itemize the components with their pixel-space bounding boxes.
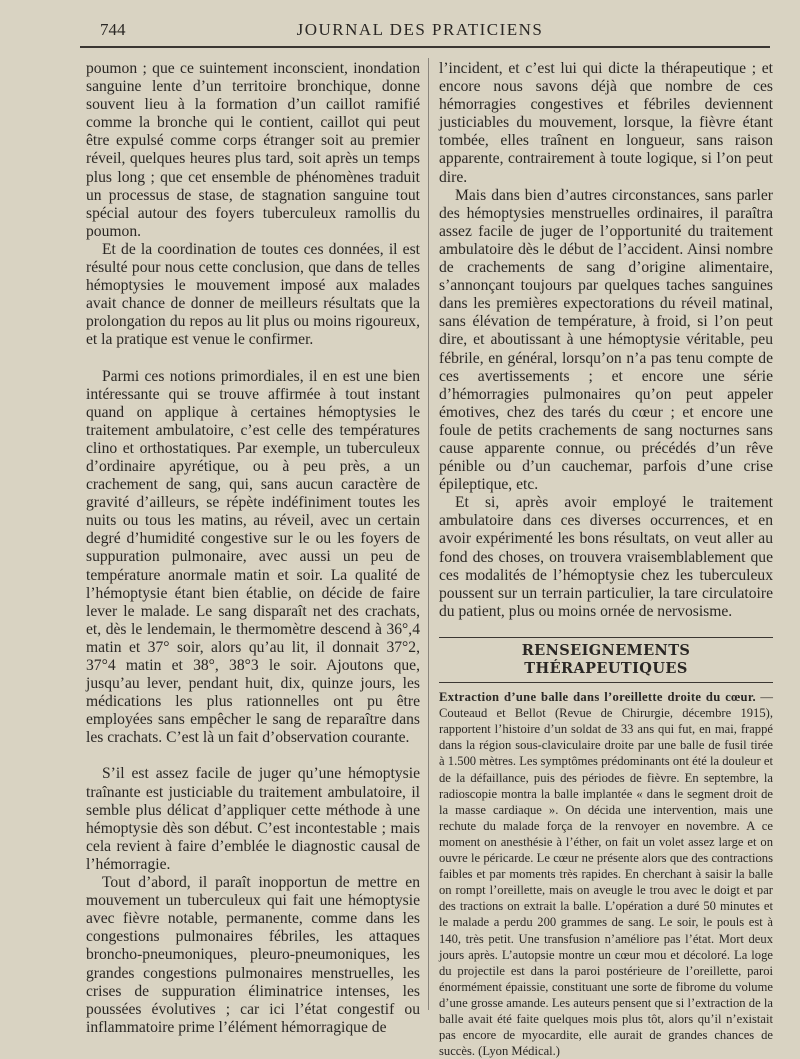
- journal-title: JOURNAL DES PRATICIENS: [296, 20, 544, 39]
- column-divider: [428, 58, 429, 1010]
- right-column: [439, 60, 773, 1059]
- left-column: [86, 60, 420, 1037]
- article-body: — Couteaud et Bellot (Revue de Chirurgie, décembre 1915), rapportent l’histoire d’un soldat de 33 ans qui fut, en mai, frappé dans la région sous-claviculaire droite par une balle de fusil tirée à 1.500 mètres. Les symptômes prédominants ont été la douleur et de la défaillance, puis des périodes de fièvre. En septembre, la radioscopie montra la balle implantée « dans le segment droit de la masse cardiaque ». On décida une intervention, mais une rechute du malade força de la renvoyer en novembre. A ce moment on anesthésie à l’éther, on fait un volet assez large et on ouvre le péricarde. Le cœur ne présente alors que des contractions faibles et par moments très rapides. En cherchant à saisir la balle on rompt l’oreillette, mais on aveugle le trou avec le doigt et par des tractions on extrait la balle. L’opération a duré 50 minutes et le malade a perdu 200 grammes de sang. Le soir, le pouls est à 140, très petit. Une transfusion n’améliore pas l’état. Mort deux jours après. L’autopsie montre un cœur mou et décoloré. La loge du projectile est dans la paroi postérieure de l’oreillette, paroi énormément épaissie, constituant une sorte de fibrome du volume d’une grosse amande. Les auteurs pensent que si l’extraction de la balle avait été faite quelques mois plus tôt, alors qu’il n’existait pas encore de myocardite, elle aurait de grandes chances de succès. (Lyon Médical.): [439, 690, 773, 1059]
- paragraph: Et de la coordination de toutes ces données, il est résulté pour nous cette conclusion, que dans de telles hémoptysies le mouvement imposé aux malades avait chance de donner de meilleurs résultats que la prolongation du repos au lit plus ou moins rigoureux, et la pratique est venue le confirmer.: [86, 240, 420, 349]
- paragraph: Mais dans bien d’autres circonstances, sans parler des hémoptysies menstruelles ordinaires, il paraîtra assez facile de juger de l’opportunité du traitement ambulatoire dès le début de l’accident. Ainsi nombre de crachements de sang d’origine alimentaire, s’annonçant toujours par quelques taches sanguines dans les premières expectorations du réveil matinal, sans élévation de température, à froid, si l’on peut dire, et aboutissant à une hémoptysie véritable, peu fébrile, en général, lorsqu’on n’a pas tenu compte de ces avertissements ; et encore une série d’hémorragies pulmonaires qu’on peut appeler émotives, chez des tarés du cœur ; et encore une foule de petits crachements de sang nocturnes sans cause apparente connue, ou précédés d’un rêve pénible ou d’un cauchemar, parfois d’une crise épileptique, etc.: [439, 186, 773, 494]
- paragraph: poumon ; que ce suintement inconscient, inondation sanguine lente d’un territoire bronchique, donne souvent lieu à la formation d’un caillot ramifié comme la bronche qui le contient, caillot qui peut être expulsé comme corps étranger soit au premier réveil, quelques heures plus tard, soit après un temps plus long ; que cet ensemble de phénomènes traduit un processus de stase, de stagnation sanguine tout spécial autour des foyers tuberculeux ramollis du poumon.: [86, 60, 420, 240]
- header-rule: [80, 46, 770, 48]
- paragraph: Et si, après avoir employé le traitement ambulatoire dans ces diverses occurrences, et en avoir expérimenté les bons résultats, on veut aller au fond des choses, on trouvera vraisemblablement que ces modalités de l’hémoptysie chez les tuberculeux poussent sur un terrain particulier, la tare circulatoire du patient, plus ou moins ornée de nervosisme.: [439, 494, 773, 620]
- page-number: 744: [100, 20, 126, 39]
- paragraph: Tout d’abord, il paraît inopportun de mettre en mouvement un tuberculeux qui fait une hémoptysie avec fièvre notable, permanente, comme dans les congestions pulmonaires fébriles, les attaques broncho-pneumoniques, pleuro-pneumoniques, les grandes congestions pulmonaires menstruelles, les crises de suppuration éliminatrice intenses, les poussées évolutives ; car ici l’état congestif ou inflammatoire prime l’élément hémorragique de: [86, 874, 420, 1036]
- paragraph: Parmi ces notions primordiales, il en est une bien intéressante qui se trouve affirmée à tout instant quand on applique à certaines hémoptysies le traitement ambulatoire, c’est celle des températures clino et orthostatiques. Par exemple, un tuberculeux d’ordinaire apyrétique, ou à peu près, a un crachement de sang, qui, sans aucun caractère de gravité d’ailleurs, se répète indéfiniment toutes les nuits ou tous les matins, au réveil, avec un certain degré d’humidité congestive sur le ou les foyers de suppuration pulmonaire, avec aussi un peu de température anormale matin et soir. La qualité de l’hémoptysie étant bien établie, on décide de faire lever le malade. Le sang disparaît net des crachats, et, dès le lendemain, le thermomètre descend à 36°,4 matin et 37° soir, alors qu’au lit, il donnait 37°2, 37°4 matin et 38°, 38°3 le soir. Ajoutons que, jusqu’au lever, pendant huit, dix, quinze jours, les médications les plus rationnelles ont pu être employées sans empêcher le sang de reparaître dans les crachats. C’est là un fait d’observation courante.: [86, 367, 420, 747]
- paragraph: S’il est assez facile de juger qu’une hémoptysie traînante est justiciable du traitement ambulatoire, il semble plus délicat d’appliquer cette méthode à une hémoptysie dès son début. C’est incontestable ; mais cela revient à faire d’emblée le diagnostic causal de l’hémorragie.: [86, 765, 420, 873]
- article-title: Extraction d’une balle dans l’oreillette droite du cœur.: [439, 690, 756, 705]
- therapeutic-article: [439, 689, 773, 1059]
- section-title: RENSEIGNEMENTS THÉRAPEUTIQUES: [439, 637, 773, 683]
- running-header: [70, 18, 770, 42]
- paragraph: l’incident, et c’est lui qui dicte la thérapeutique ; et encore nous savons déjà que nombre de ces hémorragies congestives et fébriles deviennent justiciables du mouvement, lorsque, la fièvre étant tombée, elles traînent en longueur, sans raison apparente, contrairement à toute logique, si l’on peut dire.: [439, 60, 773, 186]
